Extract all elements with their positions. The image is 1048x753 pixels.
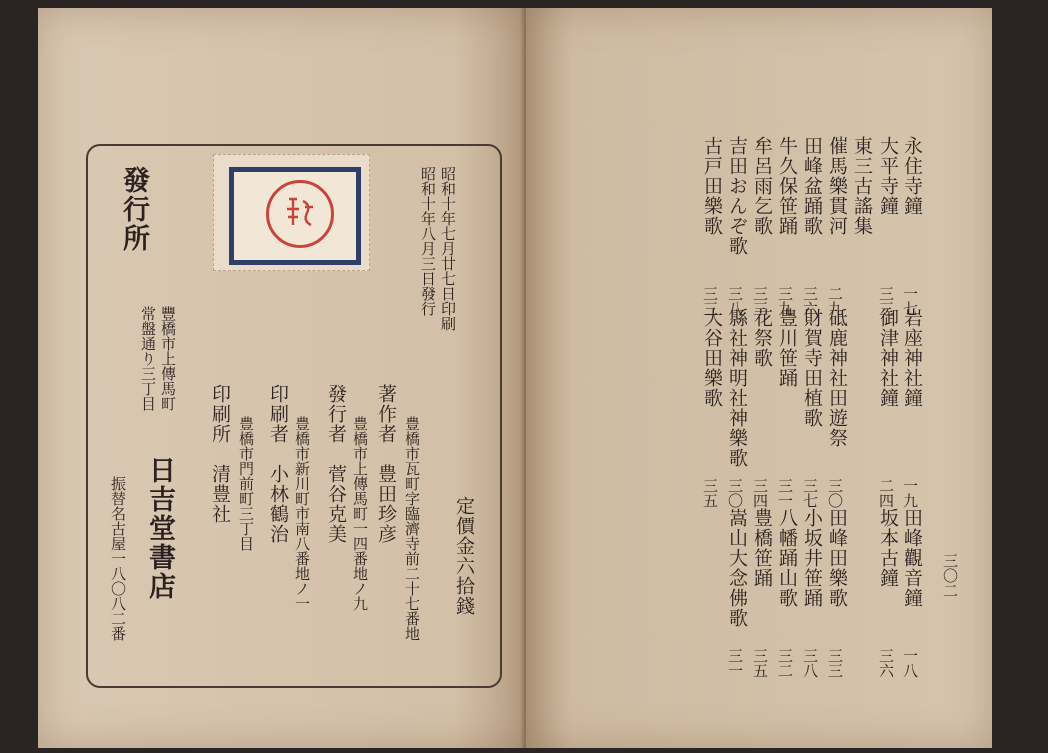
printer-name: 小林鶴治 bbox=[267, 464, 289, 544]
issue-date: 昭和十年八月三日發行 bbox=[419, 166, 437, 316]
toc-page-number: 三一 bbox=[726, 648, 744, 678]
toc-entry: 小坂井笹踊 bbox=[801, 508, 823, 608]
toc-entry: 牟呂雨乞歌 bbox=[751, 136, 773, 236]
postal-account: 振替名古屋一八〇八二番 bbox=[109, 476, 127, 641]
toc-page-number: 三九 bbox=[776, 286, 794, 316]
toc-entry: 坂本古鐘 bbox=[877, 508, 899, 588]
author-address: 豊橋市瓦町字臨濟寺前二十七番地 bbox=[403, 416, 421, 641]
toc-page-number: 三七 bbox=[801, 478, 819, 508]
print-shop-name: 清豊社 bbox=[209, 464, 231, 524]
page-number: 三〇二 bbox=[941, 553, 959, 598]
toc-entry: 岩座神社鐘 bbox=[901, 308, 923, 408]
open-book bbox=[20, 0, 1030, 753]
revenue-stamp bbox=[213, 154, 370, 271]
toc-entry: 古戸田樂歌 bbox=[701, 136, 723, 236]
toc-page-number: 三三 bbox=[877, 286, 895, 316]
seal-icon bbox=[266, 180, 334, 248]
publisher-name: 日吉堂書店 bbox=[144, 456, 175, 601]
publisher-label: 發行所 bbox=[118, 166, 149, 253]
toc-page-number: 三六 bbox=[877, 648, 895, 678]
toc-page-number: 一八 bbox=[901, 648, 919, 678]
toc-page-number: 三八 bbox=[801, 648, 819, 678]
publisher-address-1: 豐橋市上傳馬町 bbox=[159, 306, 177, 411]
toc-page-number: 三六 bbox=[801, 286, 819, 316]
toc-page-number: 三三 bbox=[826, 648, 844, 678]
toc-entry: 花祭歌 bbox=[751, 308, 773, 368]
toc-page-number: 三五 bbox=[701, 478, 719, 508]
toc-entry: 田峰觀音鐘 bbox=[901, 508, 923, 608]
toc-page-number: 三八 bbox=[726, 286, 744, 316]
issuer-name: 菅谷克美 bbox=[325, 464, 347, 544]
toc-entry: 催馬樂貫河 bbox=[826, 136, 848, 236]
publisher-address-2: 常盤通り三丁目 bbox=[139, 306, 157, 411]
author-name: 豊田珍彦 bbox=[375, 464, 397, 544]
right-page bbox=[526, 8, 992, 748]
print-shop-label: 印刷所 bbox=[209, 384, 231, 444]
toc-entry: 八幡踊山歌 bbox=[776, 508, 798, 608]
toc-page-number: 一七 bbox=[901, 286, 919, 316]
issuer-label: 發行者 bbox=[325, 384, 347, 444]
price: 定價金六拾錢 bbox=[453, 496, 475, 616]
toc-entry: 豊橋笹踊 bbox=[751, 508, 773, 588]
toc-entry: 縣社神明社神樂歌 bbox=[726, 308, 748, 468]
toc-page-number: 三一 bbox=[776, 478, 794, 508]
toc-page-number: 三二 bbox=[776, 648, 794, 678]
seal-mark-icon bbox=[283, 195, 315, 229]
printer-label: 印刷者 bbox=[267, 384, 289, 444]
toc-page-number: 三三 bbox=[701, 286, 719, 316]
toc-entry: 牛久保笹踊 bbox=[776, 136, 798, 236]
toc-entry: 御津神社鐘 bbox=[877, 308, 899, 408]
toc-entry: 財賀寺田植歌 bbox=[801, 308, 823, 428]
print-shop-address: 豊橋市門前町三丁目 bbox=[237, 416, 255, 551]
print-date: 昭和十年七月廿七日印刷 bbox=[439, 166, 457, 331]
toc-page-number: 二四 bbox=[877, 478, 895, 508]
toc-page-number: 二九 bbox=[826, 286, 844, 316]
toc-page-number: 三三 bbox=[751, 286, 769, 316]
toc-page-number: 一九 bbox=[901, 478, 919, 508]
left-page bbox=[38, 8, 526, 748]
author-label: 著作者 bbox=[375, 384, 397, 444]
toc-page-number: 三〇 bbox=[826, 478, 844, 508]
toc-entry: 嵩山大念佛歌 bbox=[726, 508, 748, 628]
toc-entry: 豊川笹踊 bbox=[776, 308, 798, 388]
issuer-address: 豊橋市上傳馬町一四番地ノ九 bbox=[351, 416, 369, 611]
toc-entry: 永住寺鐘 bbox=[901, 136, 923, 216]
toc-entry: 大平寺鐘 bbox=[877, 136, 899, 216]
toc-entry: 砥鹿神社田遊祭 bbox=[826, 308, 848, 448]
printer-address: 豊橋市新川町市南八番地ノ一 bbox=[293, 416, 311, 611]
toc-entry: 田峰田樂歌 bbox=[826, 508, 848, 608]
stamp-frame bbox=[229, 167, 361, 265]
toc-section-heading: 東三古謠集 bbox=[851, 136, 873, 236]
toc-entry: 吉田おんぞ歌 bbox=[726, 136, 748, 256]
toc-entry: 田峰盆踊歌 bbox=[801, 136, 823, 236]
toc-page-number: 三四 bbox=[751, 478, 769, 508]
toc-page-number: 三〇 bbox=[726, 478, 744, 508]
toc-page-number: 三五 bbox=[751, 648, 769, 678]
toc-entry: 大谷田樂歌 bbox=[701, 308, 723, 408]
